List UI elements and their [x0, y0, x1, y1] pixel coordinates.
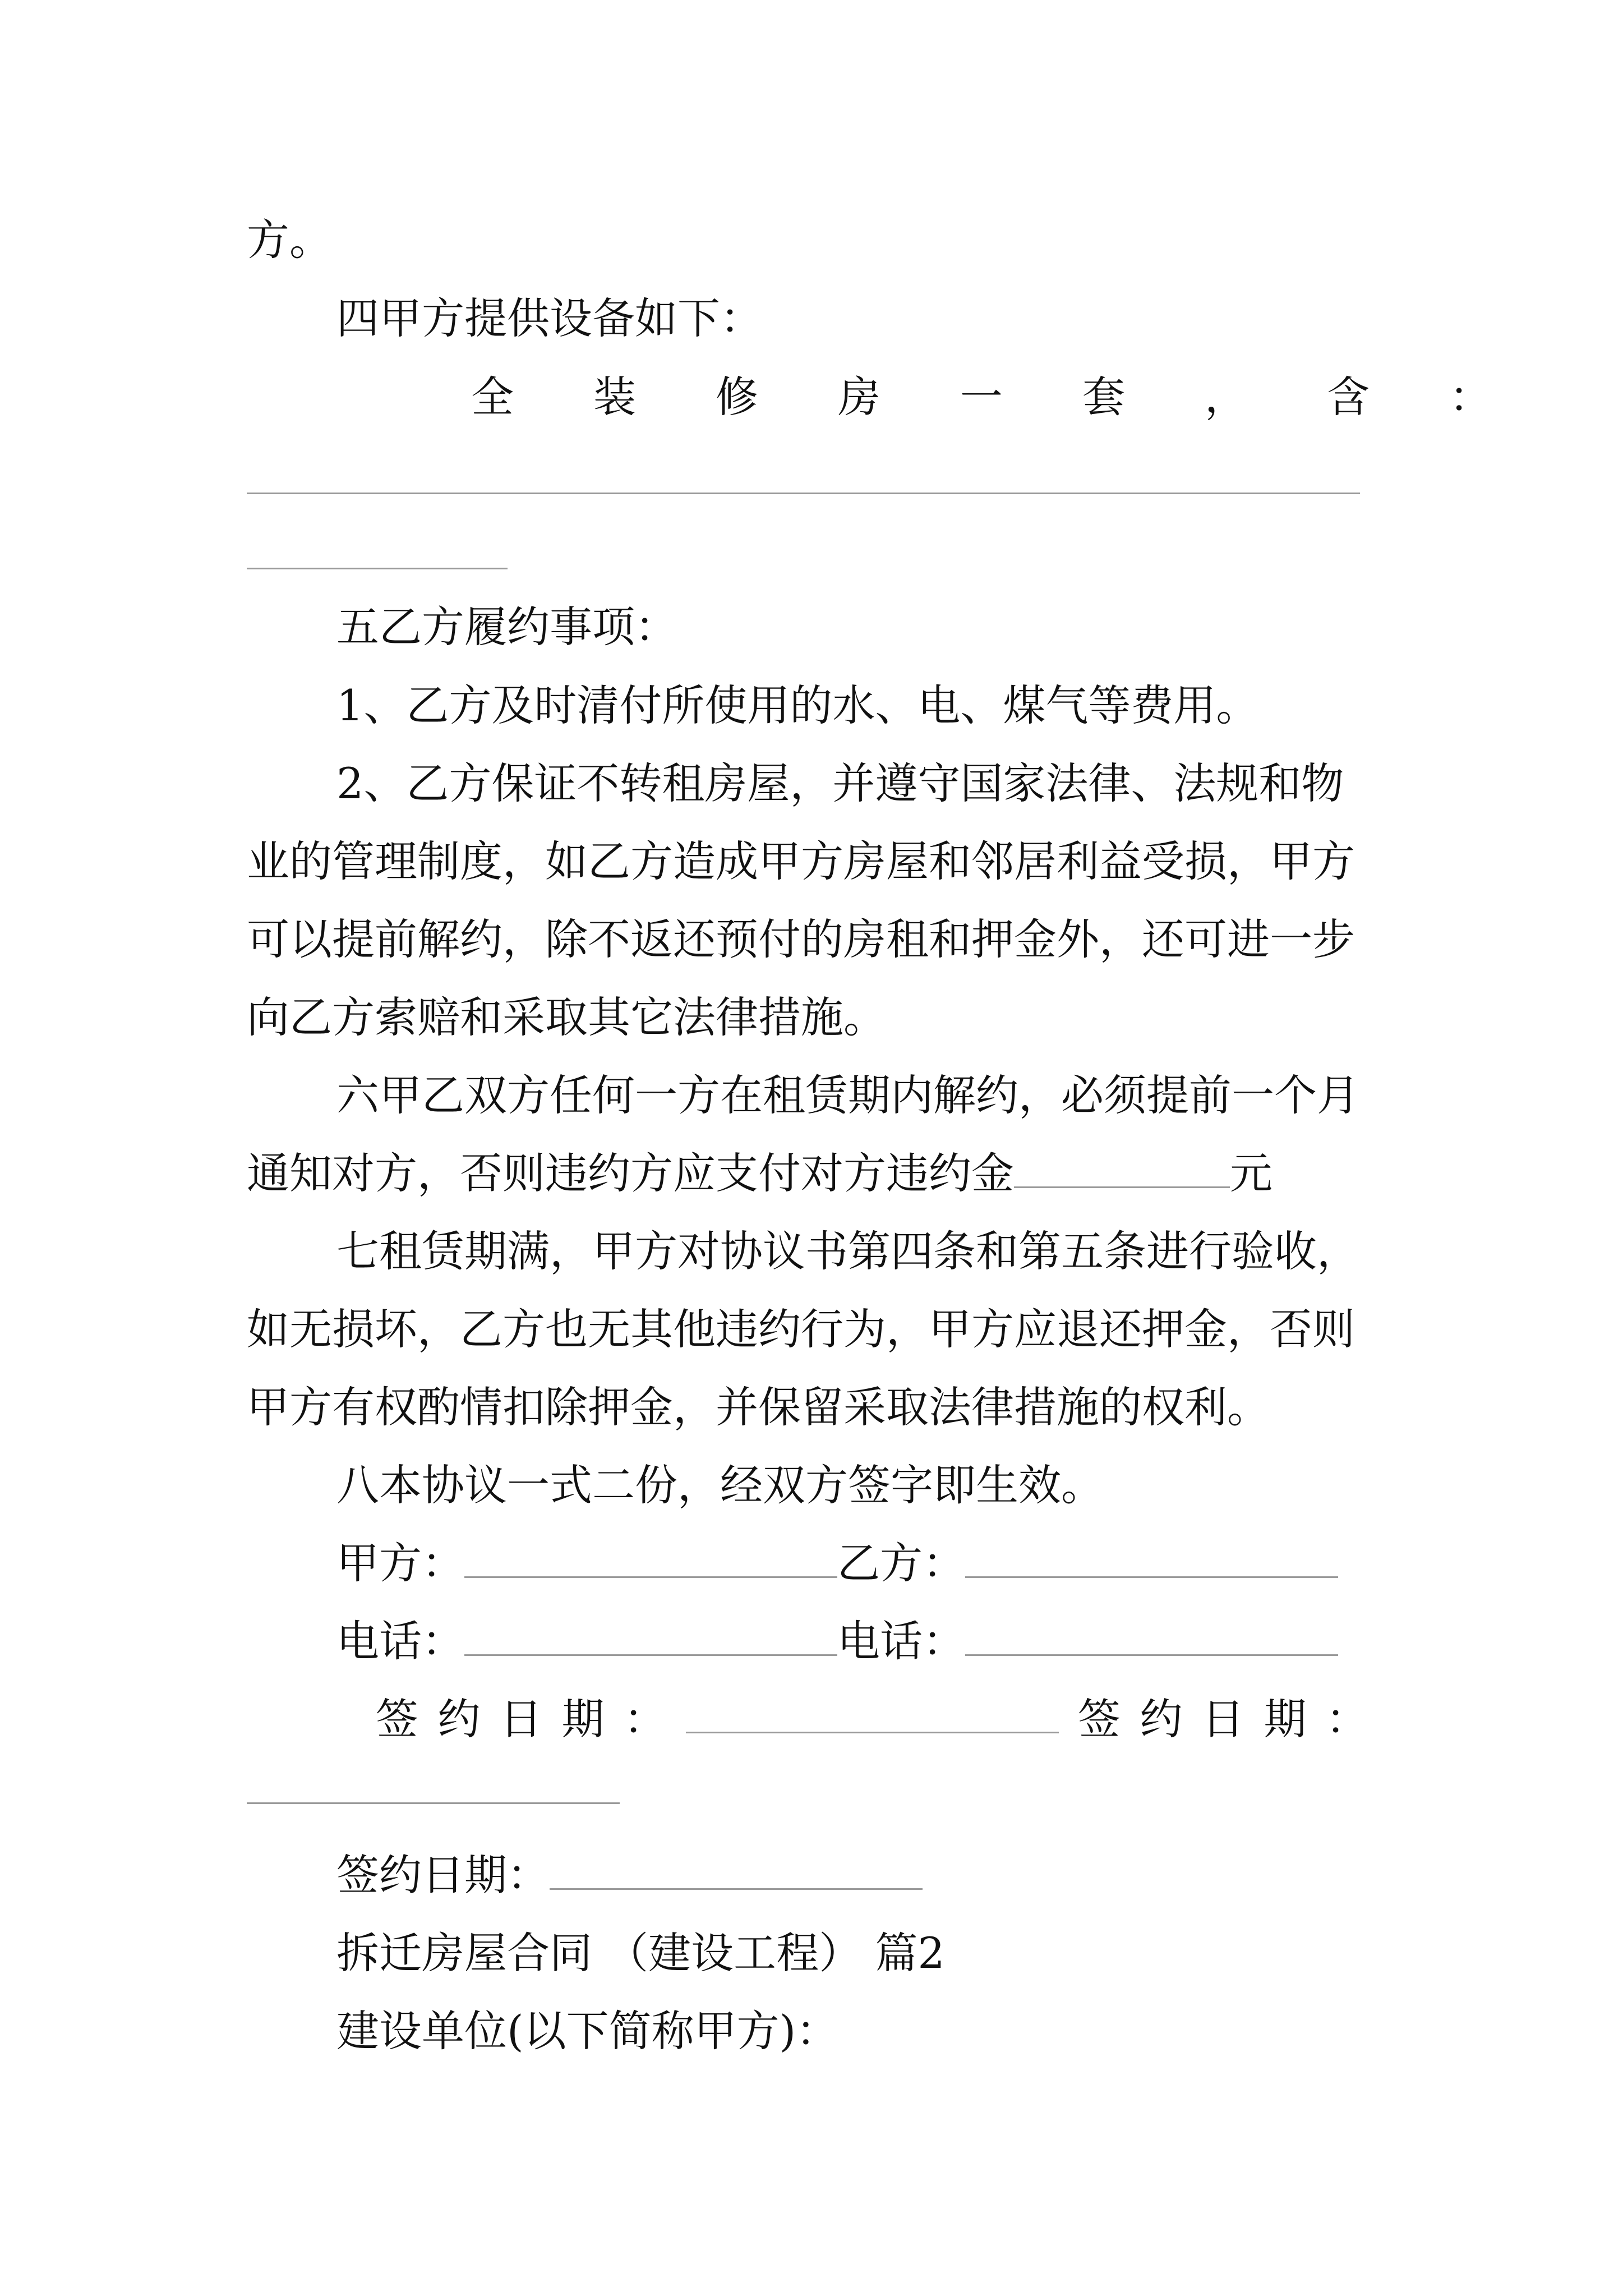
phone-b-label: 电话：: [837, 1616, 965, 1666]
blank-fill-line: [247, 568, 508, 569]
spaced-char: 套: [1082, 372, 1125, 422]
spaced-char: 含: [1327, 372, 1370, 422]
phone-a-label: 电话：: [336, 1616, 464, 1666]
sign-date-line: [336, 1847, 923, 1903]
spaced-char: 全: [471, 372, 514, 422]
spaced-char: 约: [437, 1694, 481, 1744]
blank-fill-line: [247, 493, 1360, 494]
sign-date-blank: [686, 1691, 1059, 1733]
blank-fill-line: [247, 1802, 620, 1804]
spaced-char: 房: [838, 372, 880, 422]
paragraph-line: 方。: [247, 215, 332, 265]
spaced-char: ，: [1205, 372, 1247, 422]
party-signature-line: [336, 1535, 1338, 1591]
phone-a-blank: [464, 1614, 837, 1656]
clause-5-heading: 五乙方履约事项：: [336, 602, 677, 652]
party-a-blank: [464, 1536, 837, 1578]
party-a-label: 甲方：: [336, 1538, 464, 1588]
spaced-char: 签: [1078, 1694, 1121, 1744]
spaced-char: ：: [624, 1694, 666, 1744]
clause-7-line: 七租赁期满，甲方对协议书第四条和第五条进行验收，: [336, 1226, 1359, 1276]
clause-5-item-2-line: 2、乙方保证不转租房屋，并遵守国家法律、法规和物: [336, 758, 1344, 808]
penalty-amount-blank: [1014, 1146, 1230, 1188]
phone-b-blank: [965, 1614, 1338, 1656]
sign-date-blank: [550, 1848, 923, 1890]
spaced-char: 装: [593, 372, 636, 422]
article-2-title: 拆迁房屋合同 （建设工程） 篇2: [336, 1928, 945, 1978]
clause-4-equipment-line: [471, 369, 1492, 425]
spaced-char: 签: [376, 1694, 418, 1744]
clause-5-item-2-line: 可以提前解约，除不返还预付的房租和押金外，还可进一步: [247, 914, 1355, 964]
builder-party-line: 建设单位(以下简称甲方)：: [336, 2006, 839, 2056]
clause-8: 八本协议一式二份，经双方签字即生效。: [336, 1460, 1104, 1510]
spaced-char: 期: [561, 1694, 605, 1744]
clause-6-line: [247, 1145, 1272, 1202]
clause-4-heading: 四甲方提供设备如下：: [336, 293, 763, 343]
spaced-char: 期: [1264, 1694, 1307, 1744]
spaced-char: 一: [960, 372, 1003, 422]
party-b-label: 乙方：: [837, 1538, 965, 1588]
spaced-char: ：: [1449, 372, 1492, 422]
spaced-char: 日: [500, 1694, 542, 1744]
clause-7-line: 甲方有权酌情扣除押金，并保留采取法律措施的权利。: [247, 1382, 1270, 1432]
clause-6-line: 六甲乙双方任何一方在租赁期内解约，必须提前一个月: [336, 1070, 1359, 1120]
spaced-char: ：: [1326, 1694, 1368, 1744]
spaced-char: 日: [1202, 1694, 1244, 1744]
clause-5-item-1: 1、乙方及时清付所使用的水、电、煤气等费用。: [336, 680, 1259, 730]
party-b-blank: [965, 1536, 1338, 1578]
clause-7-line: 如无损坏，乙方也无其他违约行为，甲方应退还押金，否则: [247, 1304, 1355, 1354]
phone-line: [336, 1613, 1338, 1669]
sign-date-line: [376, 1691, 1368, 1747]
sign-date-label: 签约日期：: [336, 1850, 550, 1900]
spaced-char: 修: [716, 372, 758, 422]
clause-5-item-2-line: 向乙方索赔和采取其它法律措施。: [247, 992, 886, 1042]
clause-5-item-2-line: 业的管理制度，如乙方造成甲方房屋和邻居利益受损，甲方: [247, 836, 1355, 886]
clause-6-text: 通知对方，否则违约方应支付对方违约金: [247, 1148, 1014, 1198]
spaced-char: 约: [1140, 1694, 1183, 1744]
currency-unit: 元: [1230, 1148, 1272, 1198]
